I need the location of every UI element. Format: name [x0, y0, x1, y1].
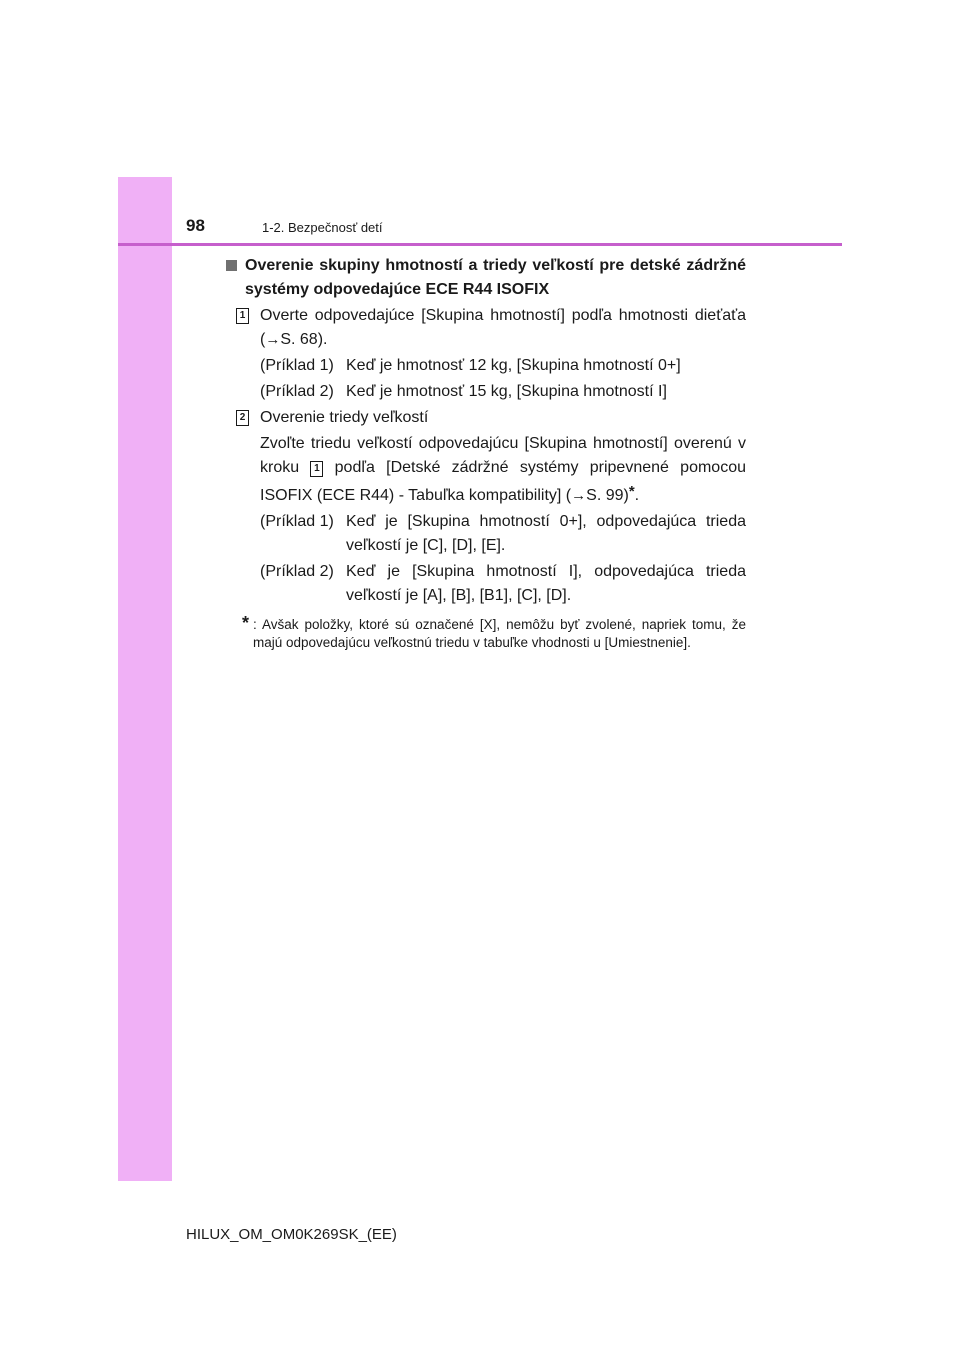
section-heading [226, 254, 746, 302]
header-rule [118, 243, 842, 246]
right-arrow-icon: → [571, 487, 587, 504]
example-label: (Príklad 2) [260, 383, 334, 400]
step-1-example-1 [260, 354, 746, 378]
footnote [226, 613, 746, 652]
heading-text: Overenie skupiny hmotností a triedy veľkostí pre detské zádržné systémy odpovedajúce ECE R44 ISOFIX [245, 257, 746, 298]
page-content [226, 254, 746, 652]
example-label: (Príklad 1) [260, 357, 334, 374]
step-1-inline-badge: 1 [310, 461, 323, 477]
example-text: Keď je [Skupina hmotností I], odpovedajúca trieda veľkostí je [A], [B], [B1], [C], [D]. [346, 563, 746, 604]
example-label: (Príklad 1) [260, 513, 334, 530]
step-1-badge: 1 [236, 308, 249, 324]
square-bullet-icon [226, 260, 237, 271]
step-2 [226, 406, 746, 430]
section-title: 1-2. Bezpečnosť detí [262, 220, 383, 235]
step-1-text: Overte odpovedajúce [Skupina hmotností] podľa hmotnosti dieťaťa (→S. 68). [260, 307, 746, 348]
step-2-example-2 [260, 560, 746, 608]
example-text: Keď je [Skupina hmotností 0+], odpovedajúca trieda veľkostí je [C], [D], [E]. [346, 513, 746, 554]
step-1 [226, 304, 746, 352]
example-text: Keď je hmotnosť 12 kg, [Skupina hmotností 0+] [346, 357, 681, 374]
step-2-title: Overenie triedy veľkostí [260, 409, 429, 426]
document-code: HILUX_OM_OM0K269SK_(EE) [186, 1226, 397, 1243]
thumb-index-bar [118, 177, 172, 1181]
footnote-star-icon: * [242, 613, 250, 633]
footnote-text: : Avšak položky, ktoré sú označené [X], nemôžu byť zvolené, napriek tomu, že majú odpovedajúcu veľkostnú triedu v tabuľke vhodnosti u [Umiestnenie]. [253, 617, 746, 650]
right-arrow-icon: → [265, 331, 281, 348]
step-2-example-1 [260, 510, 746, 558]
footnote-star-icon: * [628, 483, 635, 500]
example-label: (Príklad 2) [260, 563, 334, 580]
example-text: Keď je hmotnosť 15 kg, [Skupina hmotností I] [346, 383, 667, 400]
step-2-badge: 2 [236, 410, 249, 426]
page-number: 98 [186, 216, 205, 235]
step-1-example-2 [260, 380, 746, 404]
step-2-text: Zvoľte triedu veľkostí odpovedajúcu [Skupina hmotností] overenú v kroku 1 podľa [Detské zádržné systémy pripevnené pomocou ISOFIX (ECE R44) - Tabuľka kompatibility] (→S. 99)*. [260, 435, 746, 504]
